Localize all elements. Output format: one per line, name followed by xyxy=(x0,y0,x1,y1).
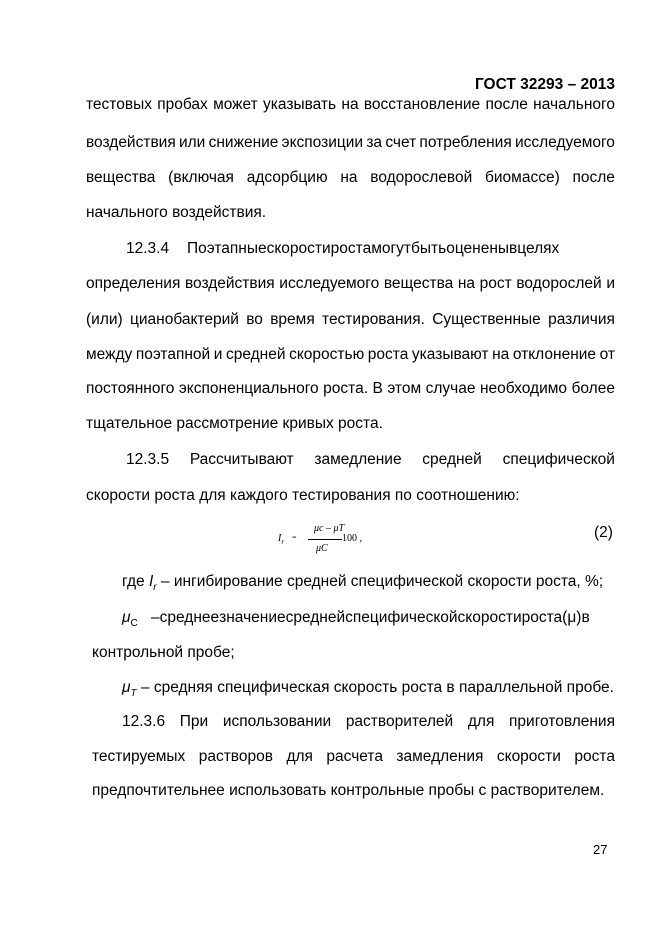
word: определения xyxy=(86,275,181,292)
word: При xyxy=(179,713,209,730)
word: скоростью xyxy=(289,346,365,363)
word: замедления xyxy=(396,748,484,765)
word: рост xyxy=(479,275,512,292)
para3-line2: скорости роста для каждого тестирования по соотношению: xyxy=(86,487,520,504)
word: приготовления xyxy=(509,713,615,730)
word: скорости xyxy=(496,748,561,765)
para1-line1 xyxy=(86,96,615,114)
word: экспоненциального xyxy=(178,380,319,397)
word: тестирования. xyxy=(322,311,425,328)
word: водорослевой xyxy=(370,169,473,186)
para2-line6: тщательное рассмотрение кривых роста. xyxy=(86,415,383,432)
formula-lhs: $I_r$ xyxy=(278,533,285,546)
word: – xyxy=(151,609,160,626)
formula-multiplier: 100 , xyxy=(342,533,362,544)
equation-number: (2) xyxy=(594,524,613,541)
word: тестируемых xyxy=(92,748,186,765)
definition-muc-line2: контрольной пробе; xyxy=(92,644,235,661)
word: Поэтапные xyxy=(187,240,267,257)
word: на xyxy=(341,96,359,113)
word: роста xyxy=(367,346,409,363)
word: исследуемого xyxy=(514,134,615,151)
para1-line4: начального воздействия. xyxy=(86,204,267,221)
word: расчета xyxy=(326,748,383,765)
definition-ir: где $I_r$ – ингибирование средней специфической скорости роста, %; xyxy=(122,573,604,594)
word: 12.3.5 xyxy=(126,451,170,468)
word: цианобактерий xyxy=(129,311,239,328)
word: потребления xyxy=(419,134,512,151)
formula-equals: = xyxy=(292,533,297,542)
word: исследуемого xyxy=(279,275,380,292)
definition-muc xyxy=(122,609,615,633)
word: в xyxy=(509,240,518,257)
word: скорости xyxy=(457,609,522,626)
definition-mut: $\mu_T$ – средняя специфическая скорость роста в параллельной пробе. xyxy=(122,679,614,700)
para2-line3 xyxy=(86,311,615,329)
word: оценены xyxy=(446,240,510,257)
word: после xyxy=(485,96,528,113)
word: воздействия xyxy=(184,275,275,292)
word: или xyxy=(178,134,206,151)
word: начального xyxy=(533,96,615,113)
word: для xyxy=(467,713,495,730)
para2-line5 xyxy=(86,380,615,398)
word: на xyxy=(492,346,510,363)
word: счет xyxy=(385,134,417,151)
symbol-muc: $\mu_C$ xyxy=(122,609,138,630)
word: указывать xyxy=(263,96,337,113)
word: за xyxy=(366,134,383,151)
word: необходимо xyxy=(480,380,567,397)
word: (или) xyxy=(86,311,123,328)
word: экспозиции xyxy=(281,134,364,151)
inhibition-formula xyxy=(278,523,388,559)
word: время xyxy=(270,311,315,328)
word: на xyxy=(457,275,476,292)
para2-line2 xyxy=(86,275,615,293)
para2-line1-words xyxy=(187,240,615,258)
word: (μ) xyxy=(562,609,582,626)
word: роста xyxy=(574,748,615,765)
fraction-bar xyxy=(308,539,342,540)
word: В xyxy=(372,380,383,397)
word: этом xyxy=(387,380,422,397)
symbol-mut: μ xyxy=(122,679,131,696)
word: для xyxy=(286,748,313,765)
para2-line1 xyxy=(126,240,615,258)
para2-number: 12.3.4 xyxy=(126,240,170,257)
word: и xyxy=(606,275,615,292)
word: быть xyxy=(411,240,447,257)
word: вещества xyxy=(86,169,156,186)
word: могут xyxy=(371,240,411,257)
word: после xyxy=(572,169,615,186)
word: средней xyxy=(225,346,286,363)
word: может xyxy=(213,96,258,113)
word: (включая xyxy=(168,169,234,186)
word: использовании xyxy=(222,713,332,730)
page-number: 27 xyxy=(593,842,608,857)
word: средней xyxy=(285,609,346,626)
word: биомассе) xyxy=(485,169,560,186)
word: скорости xyxy=(266,240,331,257)
word: от xyxy=(599,346,615,363)
formula-denominator: μC xyxy=(316,543,328,554)
para4-line1 xyxy=(122,713,615,731)
word: воздействия xyxy=(86,134,176,151)
word: адсорбцию xyxy=(246,169,328,186)
word: средней xyxy=(422,451,482,468)
para4-line3: предпочтительнее использовать контрольные пробы с растворителем. xyxy=(92,782,605,799)
word: различия xyxy=(548,311,615,328)
word: между xyxy=(86,346,133,363)
para3-line1 xyxy=(126,451,615,469)
word: роста. xyxy=(323,380,368,397)
para2-line4 xyxy=(86,346,615,364)
word: вещества xyxy=(383,275,454,292)
para1-line3 xyxy=(86,169,615,187)
definition-muc-words xyxy=(151,609,615,633)
word: на xyxy=(340,169,358,186)
word: растворителей xyxy=(345,713,454,730)
word: указывают xyxy=(411,346,489,363)
word: специфической xyxy=(345,609,458,626)
word: Рассчитывают xyxy=(189,451,294,468)
formula-numerator: μc – μT xyxy=(314,523,345,534)
document-standard-id: ГОСТ 32293 – 2013 xyxy=(474,76,615,93)
word: среднее xyxy=(159,609,220,626)
word: восстановление xyxy=(363,96,481,113)
word: Существенные xyxy=(432,311,541,328)
word: поэтапной xyxy=(135,346,211,363)
symbol-ir: I xyxy=(148,573,154,590)
word: более xyxy=(571,380,615,397)
word: и xyxy=(213,346,223,363)
word: целях xyxy=(517,240,560,257)
word: тестовых xyxy=(86,96,152,113)
para4-line2 xyxy=(92,748,615,766)
word: значение xyxy=(219,609,286,626)
word: случае xyxy=(425,380,476,397)
word: 12.3.6 xyxy=(122,713,166,730)
word: пробах xyxy=(157,96,208,113)
word: водорослей xyxy=(516,275,602,292)
word: отклонение xyxy=(512,346,597,363)
word: в xyxy=(581,609,590,626)
word: роста xyxy=(521,609,563,626)
word: во xyxy=(246,311,263,328)
word: роста xyxy=(330,240,372,257)
word: замедление xyxy=(314,451,402,468)
word: специфической xyxy=(502,451,615,468)
word: снижение xyxy=(208,134,279,151)
para1-line2 xyxy=(86,134,615,152)
word: растворов xyxy=(198,748,273,765)
word: постоянного xyxy=(86,380,175,397)
